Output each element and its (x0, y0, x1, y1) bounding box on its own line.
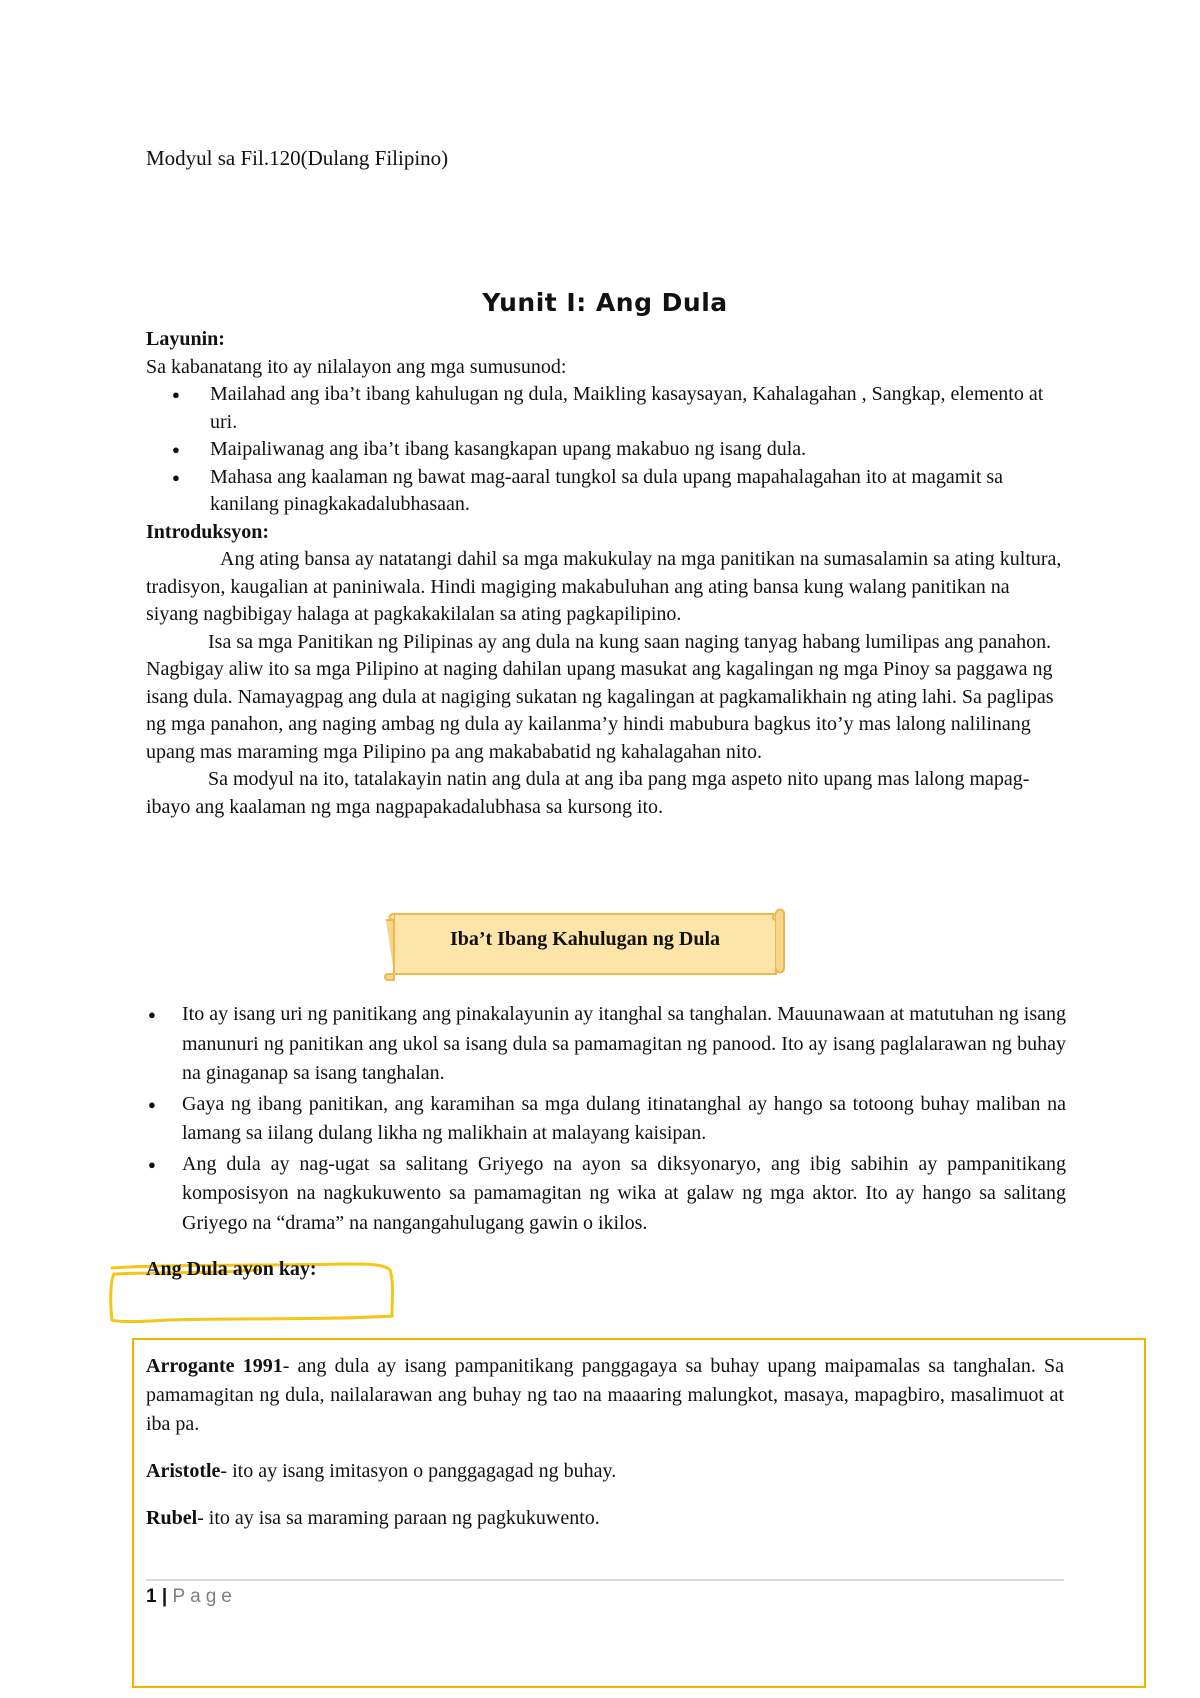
page-footer (146, 1586, 237, 1608)
list-item: ● Gaya ng ibang panitikan, ang karamihan sa mga dulang itinatanghal ay hango sa totoong buhay maliban na lamang sa iilang dulang likha ng malikhain at malayang kaisipan. (146, 1090, 1066, 1149)
definition-item (146, 1352, 1064, 1439)
definition-text: - ang dula ay isang pampanitikang panggagaya sa buhay upang maipamalas sa tanghalan. Sa pamamagitan ng dula, nailalarawan ang buhay ng tao na maaaring malungkot, masaya, mapagbiro, masalimuot at iba pa. (146, 1355, 1065, 1435)
introduksyon-heading: Introduksyon: (146, 520, 270, 543)
definition-item (146, 1457, 1064, 1486)
page-number: 1 (146, 1586, 157, 1607)
ayon-kay-heading: Ang Dula ayon kay: (146, 1258, 317, 1280)
definitions-list (146, 1352, 1064, 1551)
layunin-list (146, 381, 1066, 519)
list-item: ● Mailahad ang iba’t ibang kahulugan ng dula, Maikling kasaysayan, Kahalagahan , Sangkap, elemento at uri. (146, 381, 1066, 436)
definition-author: Rubel (146, 1507, 198, 1529)
layunin-heading: Layunin: (146, 328, 225, 350)
list-item: ● Maipaliwanag ang iba’t ibang kasangkapan upang makabuo ng isang dula. (146, 436, 1066, 464)
definition-text: - ito ay isang imitasyon o panggagagad ng buhay. (220, 1460, 617, 1482)
definition-item (146, 1504, 1064, 1533)
kahulugan-list (146, 1000, 1066, 1238)
definition-author: Arrogante 1991 (146, 1355, 283, 1377)
layunin-section (146, 326, 1066, 821)
kahulugan-section (146, 1000, 1066, 1239)
layunin-intro: Sa kabanatang ito ay nilalayon ang mga sumusunod: (146, 355, 567, 378)
list-item: ● Mahasa ang kaalaman ng bawat mag-aaral tungkol sa dula upang mapahalagahan ito at magamit sa kanilang pinagkakadalubhasaan. (146, 464, 1066, 519)
page-title: Yunit I: Ang Dula (482, 288, 728, 317)
banner-title: Iba’t Ibang Kahulugan ng Dula (449, 928, 721, 950)
page-separator: | (156, 1586, 173, 1607)
section-banner (384, 906, 786, 982)
definition-author: Aristotle (146, 1460, 221, 1482)
footer-divider (146, 1579, 1064, 1581)
intro-paragraph-2: Isa sa mga Panitikan ng Pilipinas ay ang dula na kung saan naging tanyag habang lumilipas ang panahon. Nagbigay aliw ito sa mga Pilipino at naging dahilan upang masukat ang kagalingan ng mga Pinoy sa paggawa ng isang dula. Namayagpag ang dula at nagiging sukatan ng kagalingan at pagkamalikhain ng ating lahi. Sa paglipas ng mga panahon, ang naging ambag ng dula ay kailanma’y hindi mabubura bagkus ito’y mas lalong nalilinang upang mas maraming mga Pilipino pa ang makababatid ng kahalagahan nito. (146, 630, 1054, 763)
intro-paragraph-3: Sa modyul na ito, tatalakayin natin ang dula at ang iba pang mga aspeto nito upang mas lalong mapag-ibayo ang kaalaman ng mga nagpapakadalubhasa sa kursong ito. (146, 768, 1030, 818)
intro-paragraph-1: Ang ating bansa ay natatangi dahil sa mga makukulay na mga panitikan na sumasalamin sa ating kultura, tradisyon, kaugalian at paniniwala. Hindi magiging makabuluhan ang ating bansa kung walang panitikan na siyang nagbibigay halaga at pagkakakilalan sa ating pagkapilipino. (146, 548, 1062, 625)
module-header: Modyul sa Fil.120(Dulang Filipino) (146, 146, 449, 170)
list-item: ● Ito ay isang uri ng panitikang ang pinakalayunin ay itanghal sa tanghalan. Mauunawaan at matutuhan ng isang manunuri ng panitikan ang ukol sa isang dula sa pamamagitan ng panood. Ito ay isang paglalarawan ng buhay na ginaganap sa isang tanghalan. (146, 1000, 1066, 1089)
definition-text: - ito ay isa sa maraming paraan ng pagkukuwento. (197, 1507, 600, 1529)
page-word: Page (172, 1586, 237, 1607)
list-item: ● Ang dula ay nag-ugat sa salitang Griyego na ayon sa diksyonaryo, ang ibig sabihin ay pampanitikang komposisyon na nagkukuwento sa pamamagitan ng wika at galaw ng mga aktor. Ito ay hango sa salitang Griyego na “drama” na nangangahulugang gawin o ikilos. (146, 1150, 1066, 1239)
